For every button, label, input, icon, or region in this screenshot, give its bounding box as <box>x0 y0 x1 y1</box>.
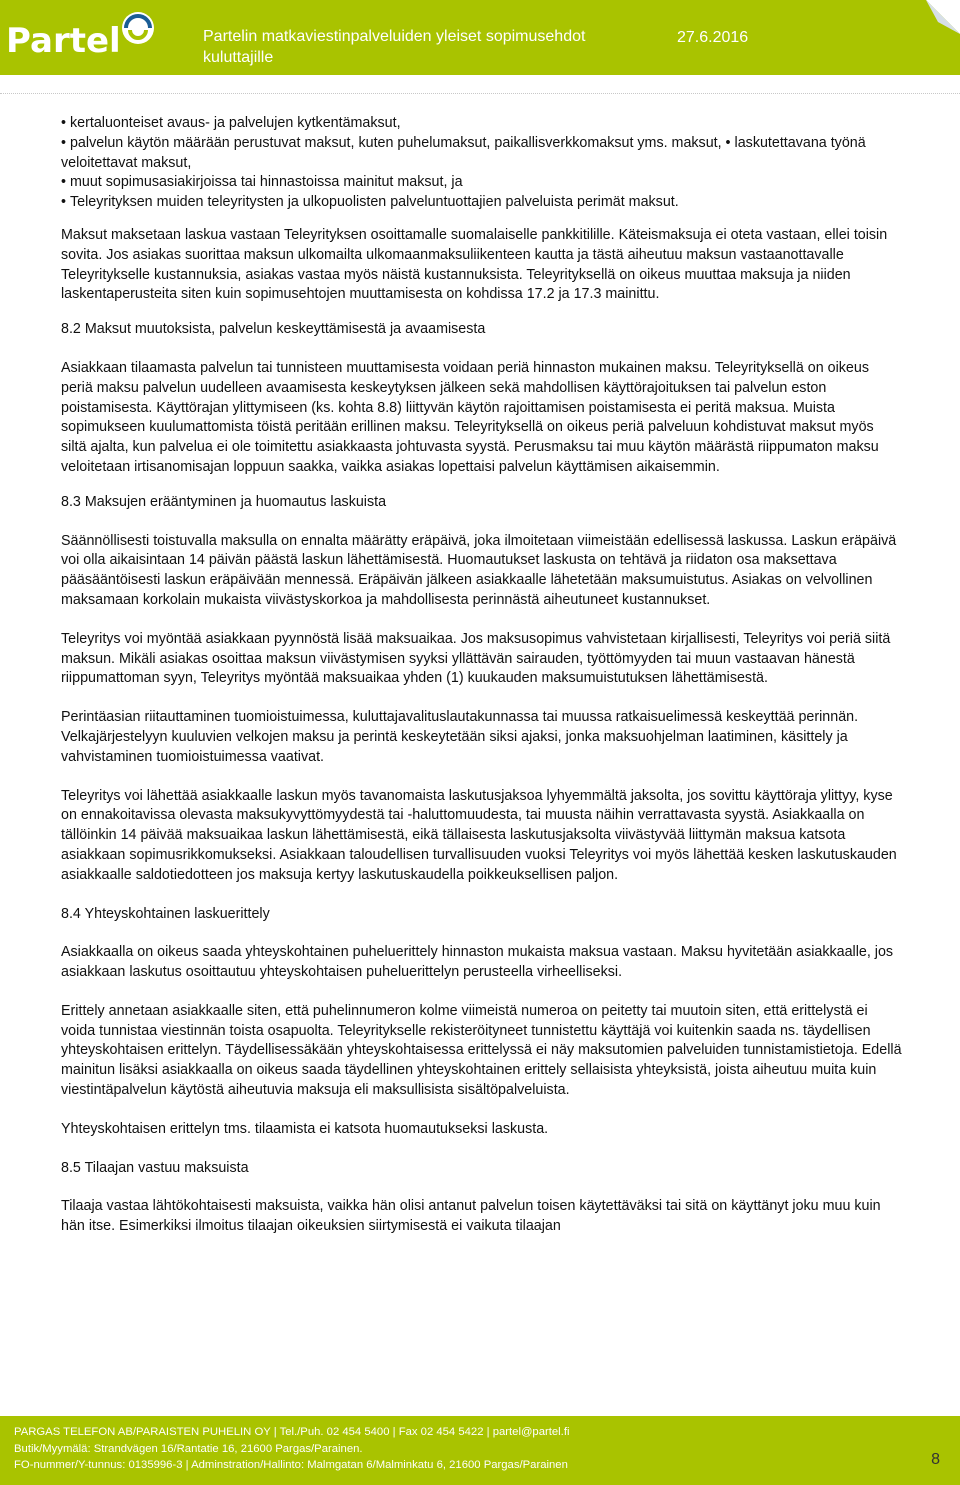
section-8-4-paragraph: Yhteyskohtaisen erittelyn tms. tilaamista ei katsota huomautukseksi laskusta. <box>61 1120 549 1137</box>
section-heading-8-4: 8.4 Yhteyskohtainen laskuerittely <box>61 905 270 922</box>
document-body <box>61 114 903 1237</box>
section-8-3-paragraph: Säännöllisesti toistuvalla maksulla on ennalta määrätty eräpäivä, joka ilmoitetaan viimeistään edellisessä laskussa. Laskun eräpäivä voi olla aikaisintaan 14 päivän päästä laskun lähettämisestä. Huomautukset laskusta on tehtävä ja riidaton osa maksettava pääsääntöisesti laskun eräpäivään mennessä. Eräpäivän jälkeen asiakkaalle lähetetään maksumuistutus. Asiakas on velvollinen maksamaan korkolain mukaista viivästyskorkoa ja mahdollisesta perinnästä aiheutuneet kustannukset. <box>61 532 897 608</box>
list-item: • Teleyrityksen muiden teleyritysten ja ulkopuolisten palveluntuottajien palveluista perimät maksut. <box>61 193 903 213</box>
partel-logo <box>4 6 164 66</box>
section-8-5-text: Tilaaja vastaa lähtökohtaisesti maksuista, vaikka hän olisi antanut palvelun toisen käytettäväksi tai sitä on käyttänyt joku muu kuin hän itse. Esimerkiksi ilmoitus tilaajan oikeuksien siirtymisestä ei vaikuta tilaajan <box>61 1198 881 1235</box>
section-heading-8-2: 8.2 Maksut muutoksista, palvelun keskeyttämisestä ja avaamisesta <box>61 321 486 338</box>
page-header <box>0 0 960 75</box>
document-date: 27.6.2016 <box>677 29 749 46</box>
section-8-4-paragraph: Asiakkaalla on oikeus saada yhteyskohtainen puheluerittely hinnaston mukaista maksua vastaan. Maksu hyvitetään asiakkaalle, jos asiakkaan laskutus osoittautuu yhteyskohtaisen puheluerittelyn perusteella virheelliseksi. <box>61 944 894 981</box>
section-8-3-paragraph: Perintäasian riitauttaminen tuomioistuimessa, kuluttajavalituslautakunnassa tai muussa ratkaisuelimessä keskeyttää perinnän. Velkajärjestelyyn kuuluvien velkojen maksu ja perintä keskeytetään siksi ajaksi, jonka maksuohjelman laatiminen, käsittely ja vahvistaminen tuomioistuimessa vaativat. <box>61 709 859 765</box>
list-item: • muut sopimusasiakirjoissa tai hinnastoissa mainitut maksut, ja <box>61 173 903 193</box>
footer-contact-line: PARGAS TELEFON AB/PARAISTEN PUHELIN OY | Tel./Puh. 02 454 5400 | Fax 02 454 5422 | partel@partel.fi <box>14 1426 570 1438</box>
section-8-3-paragraph: Teleyritys voi lähettää asiakkaalle laskun myös tavanomaista laskutusjaksoa lyhyemmältä jaksolta, jos sovittu käyttöraja ylittyy, kyse on ennakoitavissa olevasta maksukyvyttömyydestä tai -haluttomuudesta, tai muusta näihin verrattavasta syystä. Asiakkaalla on tällöinkin 14 päivää maksuaikaa laskun lähettämisestä, eikä tällaisesta laskutusjaksolta viivästyvää liittymän maksua katsota asiakkaan sopimusrikkomukseksi. Asiakkaan taloudellisen turvallisuuden vuoksi Teleyritys voi myös lähettää kesken laskutuskauden asiakkaalle saldotiedotteen jos maksuja kertyy laskutuskaudella poikkeuksellisen paljon. <box>61 787 897 883</box>
list-item: • kertaluonteiset avaus- ja palvelujen kytkentämaksut, <box>61 114 903 134</box>
list-item: • palvelun käytön määrään perustuvat maksut, kuten puhelumaksut, paikallisverkkomaksut yms. maksut, • laskutettavana työnä veloitettavat maksut, <box>61 134 903 174</box>
section-heading-8-3: 8.3 Maksujen erääntyminen ja huomautus laskuista <box>61 493 387 510</box>
header-divider <box>0 93 960 94</box>
section-8-2-text: Asiakkaan tilaamasta palvelun tai tunnisteen muuttamisesta voidaan periä hinnaston mukainen maksu. Teleyrityksellä on oikeus periä maksu palvelun uudelleen avaamisesta keskeytyksen jälkeen sekä mahdollisen käyttörajoituksen tai palvelun eston poistamisesta. Käyttörajan ylittymiseen (ks. kohta 8.8) liittyvän käytön rajoittamisen poistamisesta ei peritä maksua. Muista sopimukseen kuulumattomista töistä peritään erillinen maksu. Teleyrityksellä on oikeus periä palveluun kohdistuvat maksut myös siltä ajalta, kun palvelua ei ole toimitettu asiakkaasta johtuvasta syystä. Perusmaksu tai muu käytön määrästä riippumaton maksu veloitetaan irtisanomisajan loppuun saakka, vaikka asiakas lopettaisi palvelun käyttämisen aikaisemmin. <box>61 359 879 475</box>
page-curl-icon <box>926 0 960 34</box>
page-number: 8 <box>931 1451 940 1468</box>
logo-wordmark: Partel <box>6 21 121 61</box>
section-heading-8-5: 8.5 Tilaajan vastuu maksuista <box>61 1159 249 1176</box>
section-8-3-paragraph: Teleyritys voi myöntää asiakkaan pyynnöstä lisää maksuaikaa. Jos maksusopimus vahvistetaan kirjallisesti, Teleyritys voi periä siitä maksun. Mikäli asiakas osoittaa maksun viivästymisen syyksi yllättävän sairauden, työttömyyden tai muun vastaavan hänestä riippumattoman syyn, Teleyritys myöntää maksuaikaa yhden (1) kuukauden maksumuistutuksen lähettämisestä. <box>61 630 891 687</box>
section-8-4-paragraph: Erittely annetaan asiakkaalle siten, että puhelinnumeron kolme viimeistä numeroa on peitetty tai muutoin siten, että erittelystä ei voida tunnistaa viestinnän toista osapuolta. Teleyritykselle rekisteröityneet tunnistettu käyttäjä voi kuitenkin saada ns. täydellisen yhteyskohtaisen erittelyn. Täydellisessäkään yhteyskohtaisessa erittelyssä ei näy maksutomien palveluiden tunnistamistietoja. Edellä mainitun lisäksi asiakkaalla on oikeus saada täydellinen yhteyskohtainen erittely sellaisista yhteyksistä, joista aiheutuu muita kuin viestintäpalvelun käytöstä aiheutuvia maksuja eli maksullisista sisältöpalveluista. <box>61 1002 902 1099</box>
footer-address-line: Butik/Myymälä: Strandvägen 16/Rantatie 16, 21600 Pargas/Parainen. <box>14 1442 363 1455</box>
payment-paragraph: Maksut maksetaan laskua vastaan Teleyrityksen osoittamalle suomalaiselle pankkitilille. Käteismaksuja ei oteta vastaan, ellei toisin sovita. Jos asiakas suorittaa maksun ulkomailta ulkomaanmaksuliikenteen kautta ja tästä aiheutuu maksun vastaanottavalle Teleyritykselle kustannuksia, asiakas vastaa myös näistä kustannuksista. Teleyrityksellä on oikeus muuttaa maksuja ja niiden laskentaperusteita siten kuin sopimusehtojen muuttamisesta on kohdissa 17.2 ja 17.3 mainittu. <box>61 226 888 303</box>
page-footer <box>0 1416 960 1485</box>
company-info <box>14 1424 569 1474</box>
charges-list <box>61 114 903 213</box>
footer-registration-line: FO-nummer/Y-tunnus: 0135996-3 | Adminstration/Hallinto: Malmgatan 6/Malminkatu 6, 21600 Pargas/Parainen <box>14 1459 568 1471</box>
document-title: Partelin matkaviestinpalveluiden yleiset sopimusehdot kuluttajille <box>203 28 586 66</box>
